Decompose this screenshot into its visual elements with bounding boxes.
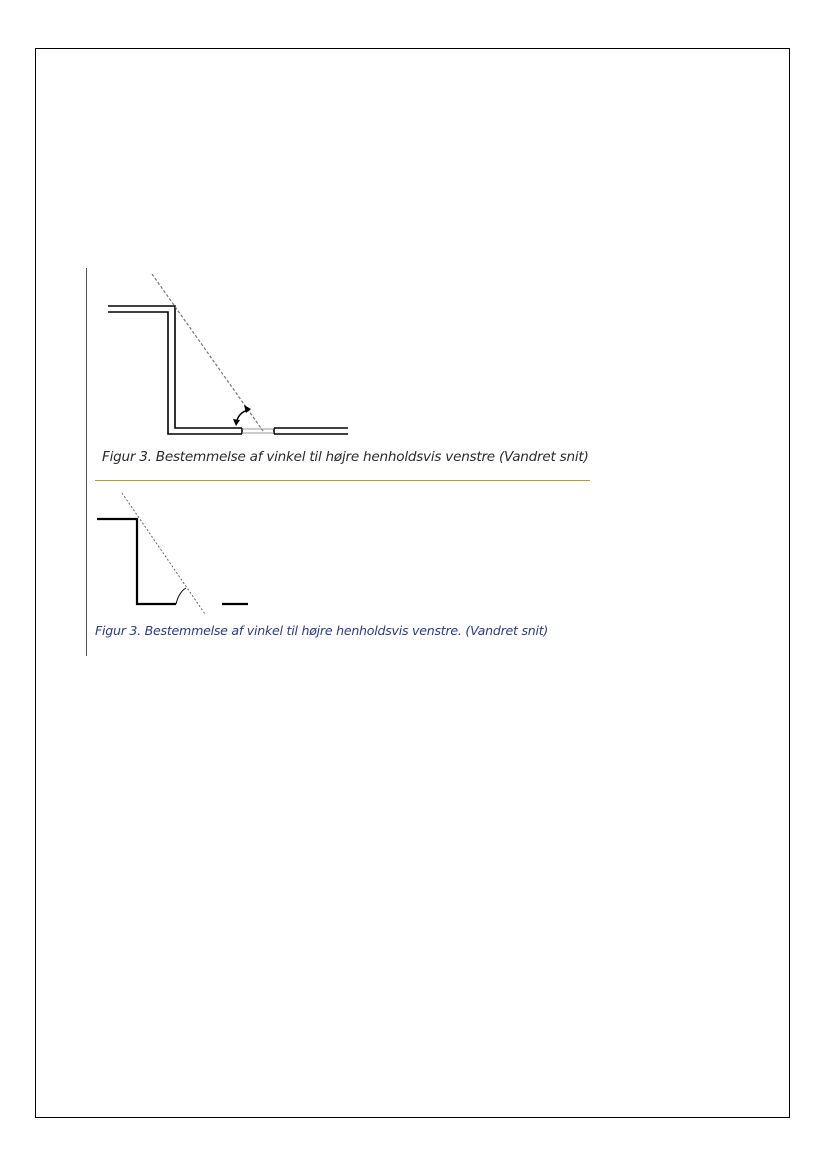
figure-1-opening	[242, 429, 274, 433]
figure-2-drawing	[0, 480, 827, 630]
figure-1-wall	[108, 306, 348, 434]
figure-1-caption: Figur 3. Bestemmelse af vinkel til højre henholdsvis venstre (Vandret snit)	[102, 449, 589, 465]
figure-1-drawing	[0, 0, 827, 480]
figure-2-caption: Figur 3. Bestemmelse af vinkel til højre henholdsvis venstre. (Vandret snit)	[95, 623, 549, 638]
figure-2-wall	[97, 519, 248, 604]
figure-2-sight-line	[122, 493, 205, 614]
figure-1-arrowhead-bottom	[233, 419, 240, 426]
figure-2-angle-arc	[176, 588, 186, 604]
